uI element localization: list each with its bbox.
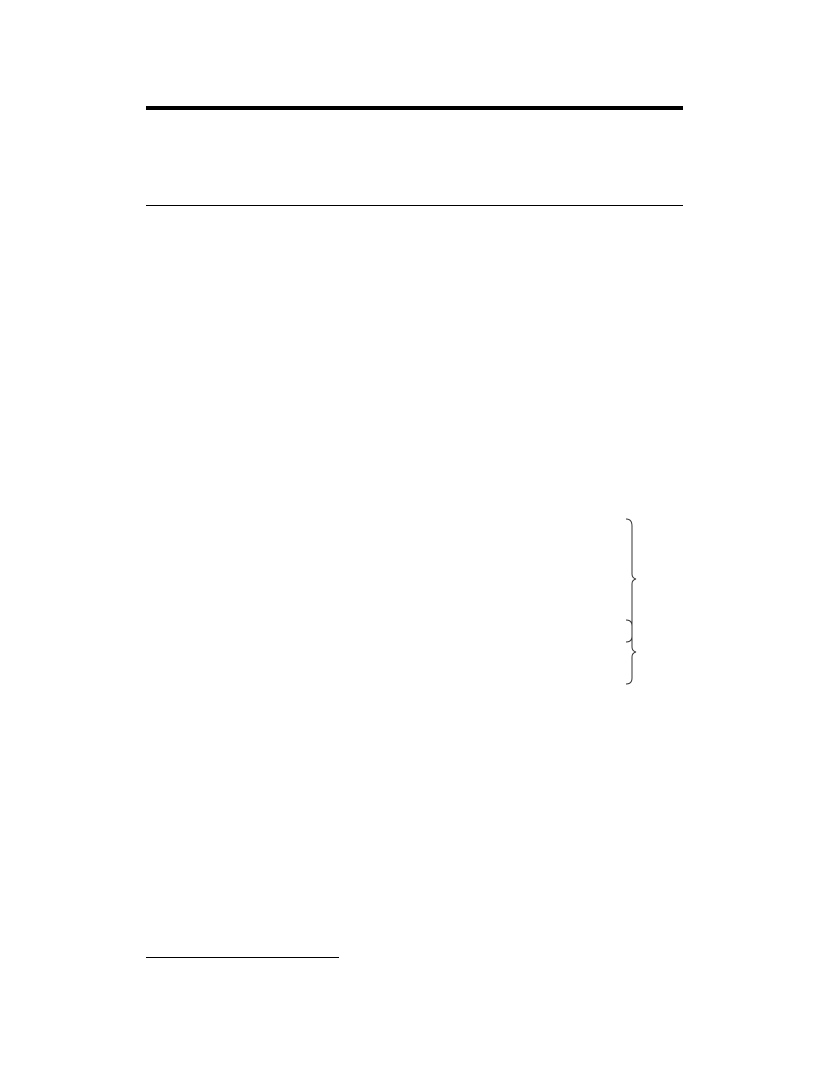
figure-1-diagram [446,486,696,741]
section-2-heading [146,876,171,893]
encoder-bracket [626,519,636,642]
decoder-bracket [626,620,636,684]
brackets [626,519,636,684]
section-1-heading [146,486,171,503]
top-rule [146,106,683,110]
footnote-rule [146,957,339,958]
title-bottom-rule [146,205,683,206]
